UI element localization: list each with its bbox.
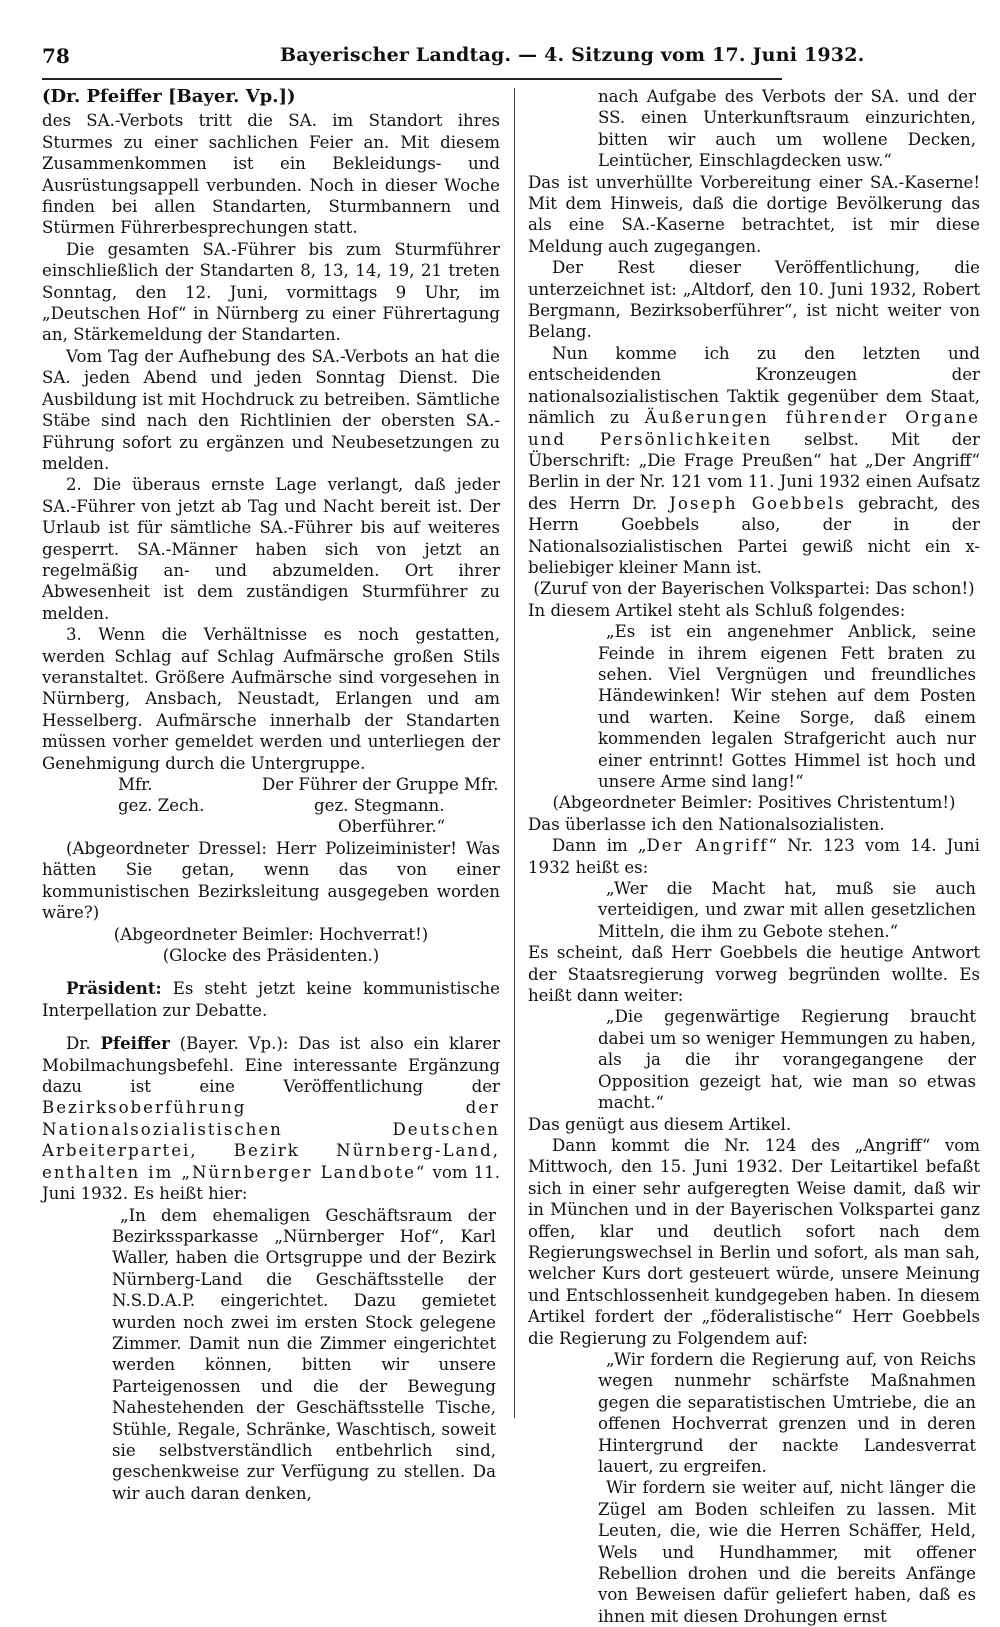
- quotation: „Wer die Macht hat, muß sie auch verteidigen, und zwar mit allen gesetzlichen Mitteln, die ihm zu Gebote stehen.“: [598, 879, 976, 941]
- interjection: (Abgeordneter Beimler: Positives Christentum!): [552, 793, 956, 813]
- signature-block: [42, 774, 500, 838]
- paragraph: Vom Tag der Aufhebung des SA.-Verbots an hat die SA. jeden Abend und jeden Sonntag Dienst. Die Ausbildung ist mit Hochdruck zu betreiben. Sämtliche Stäbe sind nach den Richtlinien der obersten SA.-Führung sofort zu ergänzen und Neubesetzungen zu melden.: [42, 346, 501, 473]
- paragraph: des SA.-Verbots tritt die SA. im Standort ihres Sturmes zu einer sachlichen Feier an. Mit diesem Zusammenkommen ist ein Bekleidungs- und Ausrüstungsappell verbunden. Noch in dieser Woche finden bei allen Standarten, Sturmbannern und Stürmen Führerbesprechungen statt.: [42, 111, 500, 238]
- speech-text: Das ist also ein klarer Mobilmachungsbefehl. Eine interessante Ergänzung dazu ist eine Veröffentlichung der: [42, 1034, 500, 1097]
- quotation: nach Aufgabe des Verbots der SA. und der SS. einen Unterkunftsraum einzurichten, bitten wir auch um wollene Decken, Leintücher, Einschlagdecken usw.“: [598, 87, 976, 171]
- paragraph: Es scheint, daß Herr Goebbels die heutige Antwort der Staatsregierung vorweg begründen wollte. Es heißt dann weiter:: [528, 943, 980, 1006]
- emphasized-text: Äußerungen führender Organe und Persönlichkeiten: [528, 408, 980, 449]
- interjection: (Zuruf von der Bayerischen Volkspartei: Das schon!): [533, 579, 975, 599]
- quotation: „Wir fordern die Regierung auf, von Reichs wegen nunmehr schärfste Maßnahmen gegen die separatistischen Umtriebe, die an offenen Hochverrat grenzen und in deren Hintergrund der nackte Landesverrat lauert, zu ergreifen.: [598, 1349, 976, 1476]
- interjection: (Abgeordneter Dressel: Herr Polizeiminister! Was hätten Sie getan, wenn das von einer kommunistischen Bezirksleitung ausgegeben worden wäre?): [42, 839, 500, 923]
- speaker-intro: Dr.: [66, 1034, 101, 1054]
- right-column: [528, 86, 980, 1627]
- running-title: Bayerischer Landtag. — 4. Sitzung vom 17. Juni 1932.: [280, 44, 865, 66]
- paragraph: Der Rest dieser Veröffentlichung, die unterzeichnet ist: „Altdorf, den 10. Juni 1932, Robert Bergmann, Bezirksoberführer“, ist nicht weiter von Belang.: [528, 258, 980, 342]
- interjection: (Glocke des Präsidenten.): [162, 946, 380, 966]
- spacer: [42, 1021, 500, 1033]
- quotation: „Die gegenwärtige Regierung braucht dabei um so weniger Hemmungen zu haben, als ja die ihr vorangegangene der Opposition gezeigt hat, wie man so etwas macht.“: [598, 1007, 976, 1113]
- paragraph: Das ist unverhüllte Vorbereitung einer SA.-Kaserne! Mit dem Hinweis, daß die dortige Bevölkerung das als eine SA.-Kaserne betrachtet, ist mir diese Meldung auch zugegangen.: [528, 172, 980, 256]
- paragraph: 3. Wenn die Verhältnisse es noch gestatten, werden Schlag auf Schlag Aufmärsche großen Stils veranstaltet. Größere Aufmärsche sind vorgesehen in Nürnberg, Ansbach, Neustadt, Erlangen und am Hesselberg. Aufmärsche innerhalb der Standarten müssen vorher gemeldet werden und unterliegen der Genehmigung durch die Untergruppe.: [42, 625, 500, 773]
- text-run: selbst. Mit der Überschrift: „Die Frage Preußen“ hat „Der Angriff“ Berlin in der Nr. 121 vom 11. Juni 1932 einen Aufsatz des Herrn Dr.: [528, 429, 980, 513]
- text-run: Dann im „: [552, 836, 647, 856]
- column-divider: [514, 88, 515, 1418]
- text-run: Nun komme ich zu den letzten und entscheidenden Kronzeugen der nationalsozialistischen Taktik gegenüber dem Staat, nämlich zu: [528, 343, 980, 428]
- speaker-header: (Dr. Pfeiffer [Bayer. Vp.]): [42, 86, 296, 107]
- quotation: „In dem ehemaligen Geschäftsraum der Bezirkssparkasse „Nürnberger Hof“, Karl Waller, haben die Ortsgruppe und der Bezirk Nürnberg-Land die Geschäftsstelle der N.S.D.A.P. eingerichtet. Dazu gemietet wurden noch zwei im ersten Stock gelegene Zimmer. Damit nun die Zimmer eingerichtet werden können, bitten wir unsere Parteigenossen und die der Bewegung Nahestehenden der Geschäftsstelle Tische, Stühle, Regale, Schränke, Waschtisch, soweit sie selbstverständlich entbehrlich sind, geschenkweise zur Verfügung zu stellen. Da wir auch daran denken,: [112, 1205, 496, 1503]
- president-statement: [42, 978, 500, 1021]
- signature-line: gez. Zech.: [118, 796, 205, 815]
- president-text: Es steht jetzt keine kommunistische Interpellation zur Debatte.: [42, 979, 500, 1020]
- paragraph: Das überlasse ich den Nationalsozialisten.: [528, 814, 885, 834]
- quotation: „Es ist ein angenehmer Anblick, seine Feinde in ihrem eigenen Fett braten zu sehen. Viel Vergnügen und freundliches Händewinken! Wir stehen auf dem Posten und warten. Keine Sorge, daß einem kommenden legalen Strafgericht auch nur einer entrinnt! Gottes Himmel ist hoch und unsere Arme sind lang!“: [598, 622, 976, 791]
- signature-line: Oberführer.“: [338, 817, 446, 836]
- emphasized-text: Der Angriff: [646, 836, 769, 856]
- speech-text: vom 11. Juni 1932. Es heißt hier:: [42, 1162, 500, 1204]
- speaker-party: (Bayer. Vp.):: [169, 1034, 299, 1054]
- paragraph: [528, 343, 980, 578]
- spacer: [42, 966, 500, 978]
- interjection: (Abgeordneter Beimler: Hochverrat!): [113, 924, 429, 944]
- paragraph: [42, 1033, 500, 1204]
- page-number: 78: [42, 44, 70, 68]
- signature-line: Mfr.: [118, 775, 153, 794]
- president-label: Präsident:: [66, 978, 162, 999]
- signature-line: Der Führer der Gruppe Mfr.: [262, 775, 499, 794]
- paragraph: In diesem Artikel steht als Schluß folgendes:: [528, 600, 906, 620]
- paragraph: 2. Die überaus ernste Lage verlangt, daß jeder SA.-Führer von jetzt ab Tag und Nacht bereit ist. Der Urlaub ist für sämtliche SA.-Führer bis auf weiteres gesperrt. SA.-Männer haben sich von jetzt an regelmäßig an- und abzumelden. Ort ihrer Abwesenheit ist dem zuständigen Sturmführer zu melden.: [42, 475, 500, 623]
- emphasized-name: Joseph Goebbels: [669, 493, 846, 513]
- text-run: “ Nr. 123 vom 14. Juni 1932 heißt es:: [528, 836, 980, 877]
- emphasized-text: Bezirksoberführung der Nationalsozialistischen Deutschen Arbeiterpartei, Bezirk Nürnberg-Land, enthalten im „Nürnberger Landbote“: [42, 1098, 500, 1182]
- paragraph: [528, 835, 980, 878]
- left-column: [42, 86, 500, 1504]
- speaker-name: Pfeiffer: [100, 1033, 170, 1054]
- page-header: [42, 44, 865, 74]
- header-rule: [42, 78, 782, 80]
- paragraph: Dann kommt die Nr. 124 des „Angriff“ vom Mittwoch, den 15. Juni 1932. Der Leitartikel befaßt sich in einer sehr aufgeregten Weise damit, daß wir in München und in der Bayerischen Volkspartei ganz offen, klar und deutlich sofort nach dem Regierungswechsel in Berlin und sofort, als man sah, welcher Kurs dort gesteuert würde, unsere Meinung und Entschlossenheit kundgegeben haben. In diesem Artikel fordert der „föderalistische“ Herr Goebbels die Regierung zu Folgendem auf:: [528, 1135, 980, 1348]
- paragraph: Das genügt aus diesem Artikel.: [528, 1114, 792, 1134]
- text-run: gebracht, des Herrn Goebbels also, der in der Nationalsozialistischen Partei gewiß nicht ein x-beliebiger kleiner Mann ist.: [528, 493, 981, 577]
- quotation: Wir fordern sie weiter auf, nicht länger die Zügel am Boden schleifen zu lassen. Mit Leuten, die, wie die Herren Schäffer, Held, Wels und Hundhammer, mit offener Rebellion drohen und die bereits Anfänge von Beweisen dafür geliefert haben, daß es ihnen mit diesen Drohungen ernst: [598, 1478, 976, 1626]
- paragraph: Die gesamten SA.-Führer bis zum Sturmführer einschließlich der Standarten 8, 13, 14, 19, 21 treten Sonntag, den 12. Juni, vormittags 9 Uhr, im „Deutschen Hof“ in Nürnberg zu einer Führertagung an, Stärkemeldung der Standarten.: [42, 239, 500, 345]
- signature-line: gez. Stegmann.: [314, 796, 445, 815]
